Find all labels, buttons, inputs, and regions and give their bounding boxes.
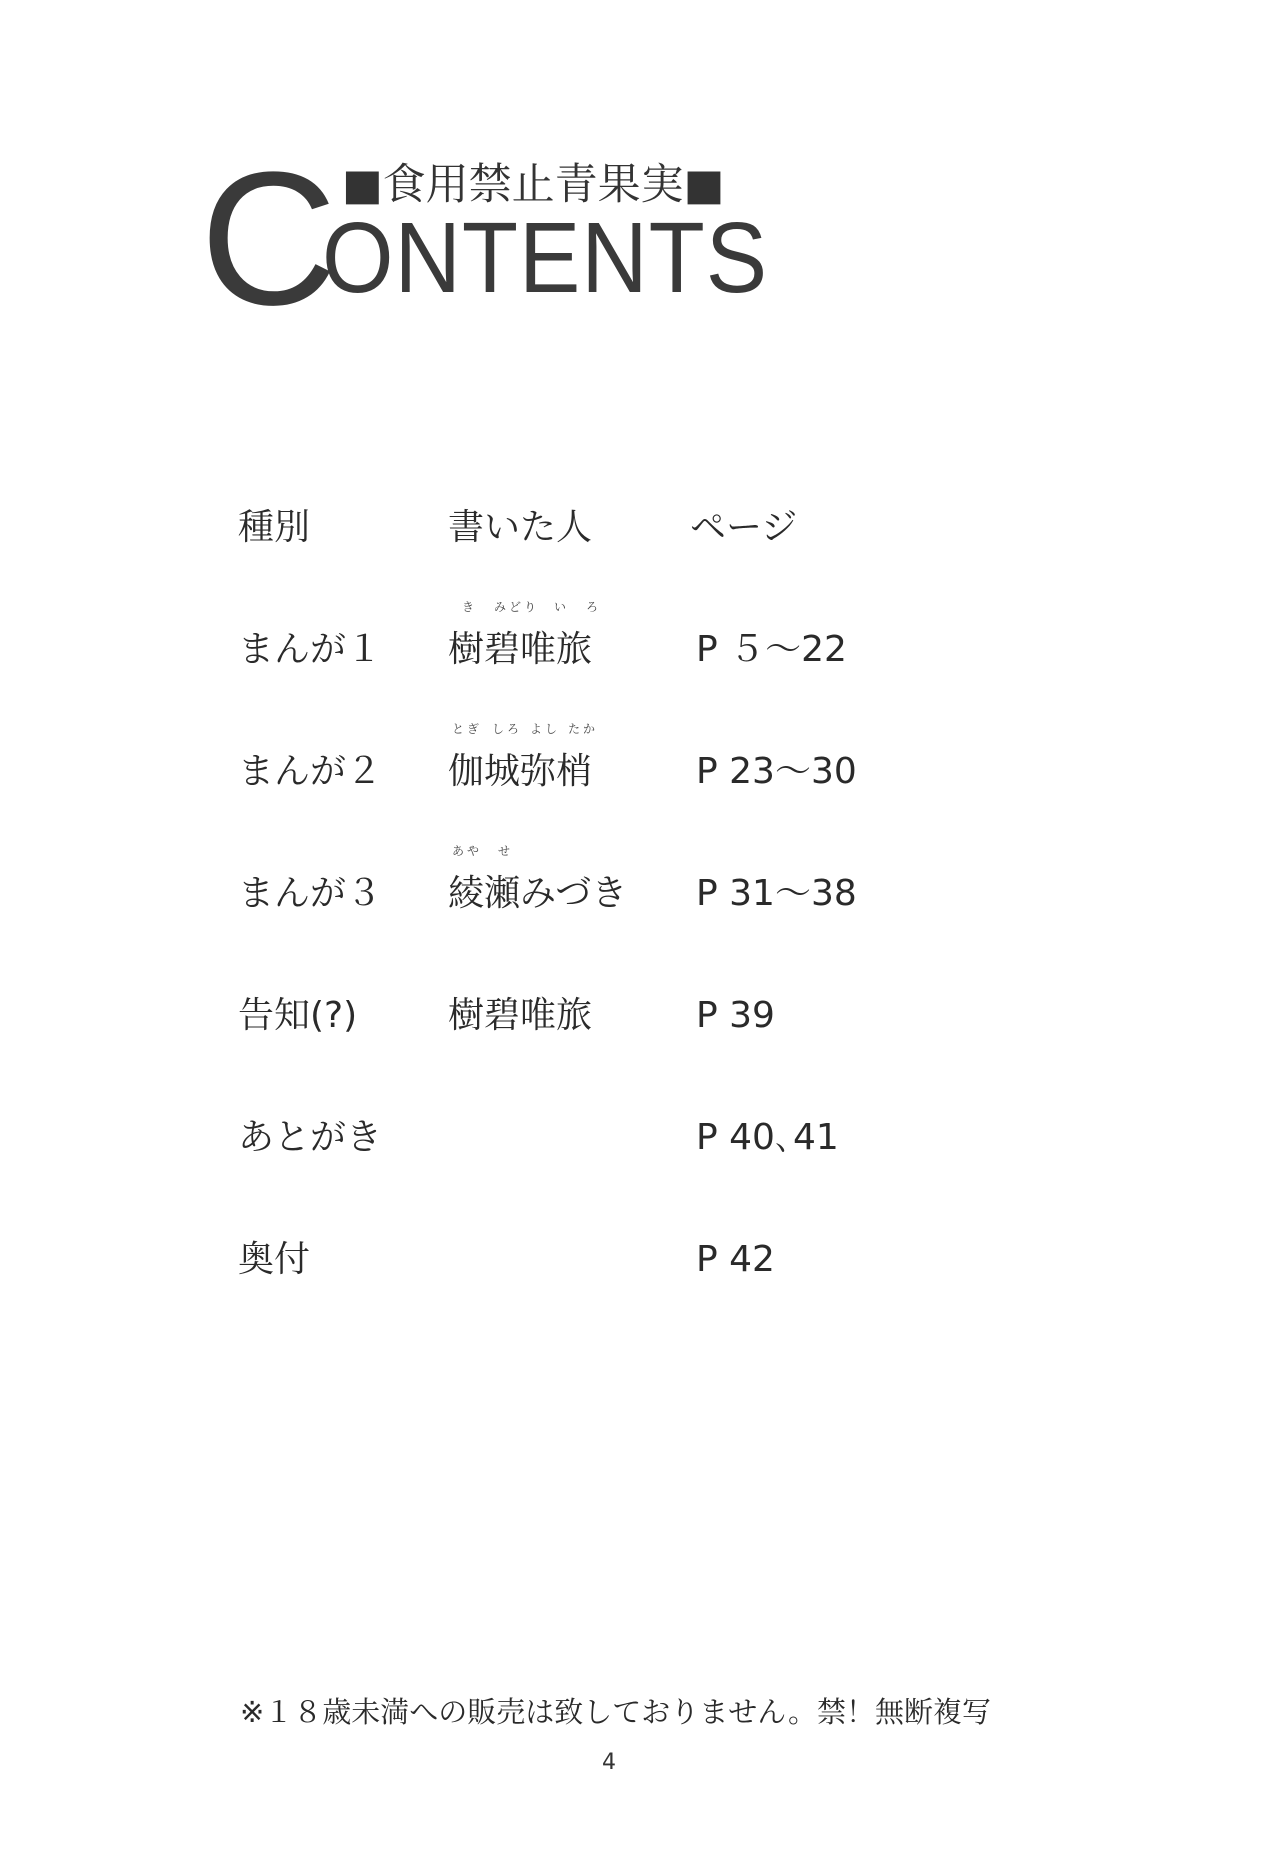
toc-page: P 39 [696,995,775,1036]
toc-page: P ５～22 [696,629,847,670]
toc-author: 樹碧唯旅 [448,995,593,1036]
ruby-text: みどり [494,600,540,614]
toc-kind: まんが２ [238,751,383,792]
toc-kind: まんが３ [238,873,383,914]
toc-kind: あとがき [238,1117,383,1158]
age-restriction-notice: ※１８歳未満への販売は致しておりません。禁！無断複写 [240,1695,992,1729]
toc-row [238,988,938,1110]
author-name: 伽城弥梢 [448,751,593,792]
toc-page: P 42 [696,1239,775,1280]
ruby-text: たか [568,722,599,736]
header-page: ページ [690,507,798,548]
ruby-text: とぎ [452,722,483,736]
header-author: 書いた人 [448,507,593,548]
header-kind: 種別 [238,507,311,548]
page-number: 4 [602,1750,616,1775]
ruby-text: き [462,600,478,614]
book-subtitle: ■食用禁止青果実■ [342,160,725,210]
toc-row [238,844,938,988]
toc-kind: まんが１ [238,629,383,670]
toc-kind: 告知(?) [238,995,358,1036]
ruby-text: しろ [492,722,523,736]
toc-row [238,1110,938,1232]
toc-page: P 23～30 [696,751,857,792]
author-name: 綾瀬みづき [448,873,628,914]
toc-row [238,722,938,866]
toc-row [238,1232,938,1354]
ruby-text: よし [530,722,561,736]
title-big-letter: C [200,133,334,345]
ruby-text: い [554,600,570,614]
author-name: 樹碧唯旅 [448,629,593,670]
toc-author [448,600,602,678]
toc-page: P 40､41 [696,1117,839,1158]
table-of-contents [238,500,938,1354]
ruby-text: せ [498,844,514,858]
toc-page: P 31～38 [696,873,857,914]
toc-kind: 奥付 [238,1239,311,1280]
ruby-text: ろ [586,600,602,614]
ruby-text: あや [452,844,483,858]
title-rest: ONTENTS [322,202,769,314]
toc-author [448,844,628,922]
contents-title [200,133,820,345]
toc-author [448,722,599,800]
